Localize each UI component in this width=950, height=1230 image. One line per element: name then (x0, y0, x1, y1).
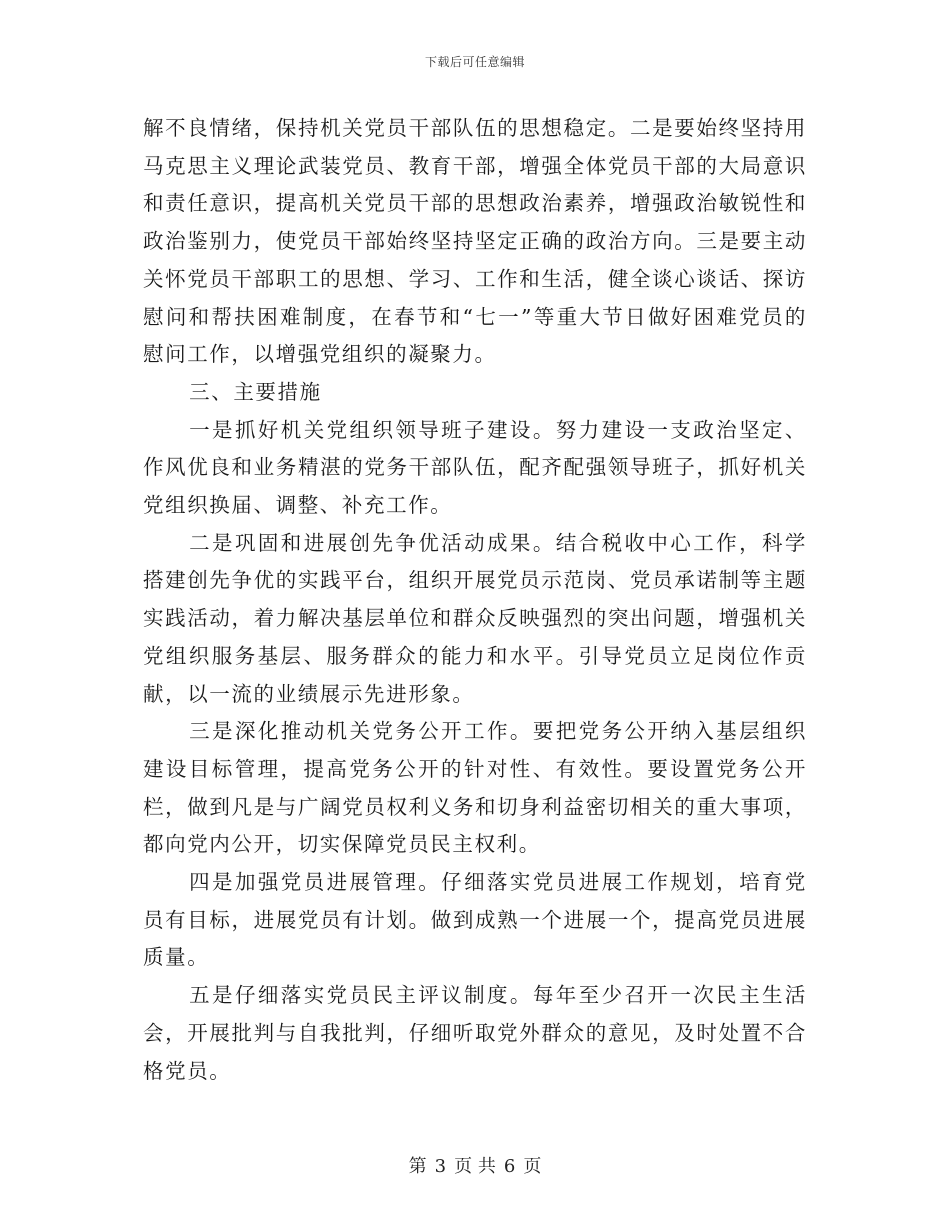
page-label-suffix: 页 (523, 1156, 542, 1177)
section-heading: 三、主要措施 (189, 379, 322, 404)
page-label-middle: 页 共 (454, 1156, 496, 1177)
paragraph-measure-2: 二是巩固和进展创先争优活动成果。结合税收中心工作，科学搭建创先争优的实践平台，组织开展党员示范岗、党员承诺制等主题实践活动，着力解决基层单位和群众反映强烈的突出问题，增强机关党组织服务基层、服务群众的能力和水平。引导党员立足岗位作贡献，以一流的业绩展示先进形象。 (143, 530, 807, 706)
document-body (143, 110, 807, 1090)
paragraph-measure-1: 一是抓好机关党组织领导班子建设。努力建设一支政治坚定、作风优良和业务精湛的党务干部队伍，配齐配强领导班子，抓好机关党组织换届、调整、补充工作。 (143, 417, 807, 518)
page-total-number: 6 (503, 1156, 516, 1177)
page-current-number: 3 (434, 1156, 447, 1177)
paragraph-continuation: 解不良情绪，保持机关党员干部队伍的思想稳定。二是要始终坚持用马克思主义理论武装党员、教育干部，增强全体党员干部的大局意识和责任意识，提高机关党员干部的思想政治素养，增强政治敏锐性和政治鉴别力，使党员干部始终坚持坚定正确的政治方向。三是要主动关怀党员干部职工的思想、学习、工作和生活，健全谈心谈话、探访慰问和帮扶困难制度，在春节和“七一”等重大节日做好困难党员的慰问工作，以增强党组织的凝聚力。 (143, 116, 807, 367)
page-footer (0, 1152, 950, 1178)
paragraph-measure-3: 三是深化推动机关党务公开工作。要把党务公开纳入基层组织建设目标管理，提高党务公开的针对性、有效性。要设置党务公开栏，做到凡是与广阔党员权利义务和切身利益密切相关的重大事项，都向党内公开，切实保障党员民主权利。 (143, 719, 807, 857)
paragraph-measure-5: 五是仔细落实党员民主评议制度。每年至少召开一次民主生活会，开展批判与自我批判，仔细听取党外群众的意见，及时处置不合格党员。 (143, 983, 807, 1083)
page-label-prefix: 第 (408, 1156, 427, 1177)
page-header-note: 下载后可任意编辑 (424, 55, 525, 69)
paragraph-measure-4: 四是加强党员进展管理。仔细落实党员进展工作规划，培育党员有目标，进展党员有计划。做到成熟一个进展一个，提高党员进展质量。 (143, 870, 807, 970)
